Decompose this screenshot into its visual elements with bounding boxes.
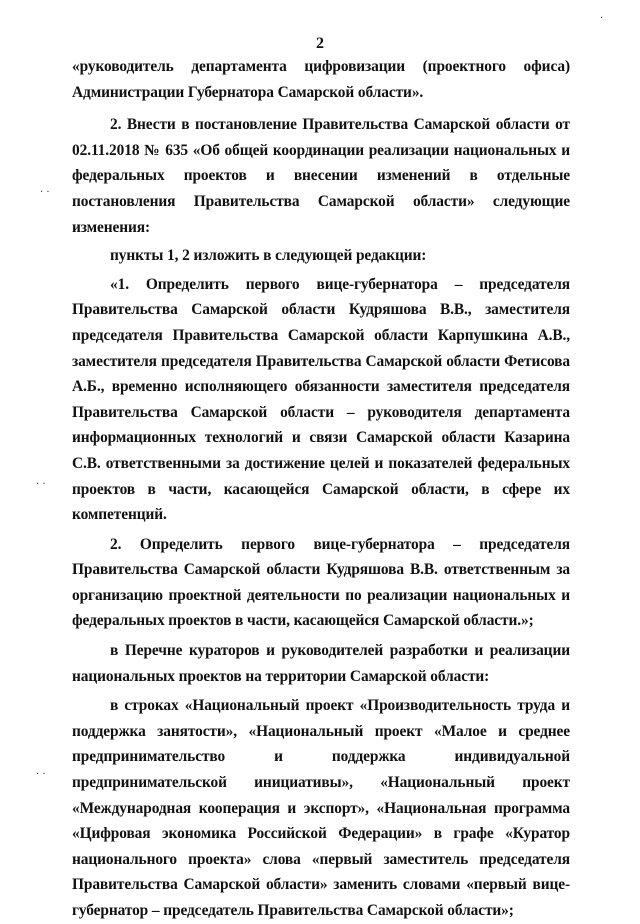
paragraph-points-wording: пункты 1, 2 изложить в следующей редакции:	[110, 247, 427, 265]
margin-scan-mark: · ·	[36, 769, 46, 780]
page-number: 2	[316, 35, 324, 52]
paragraph-point-2: 2. Определить первого вице-губернатора – председателя Правительства Самарской области Кудряшова В.В. ответственным за организацию проектной деятельности по реализации национальных и федеральных проектов в части, касающейся Самарской области.»;	[72, 535, 570, 630]
paragraph-amend-resolution: 2. Внести в постановление Правительства Самарской области от 02.11.2018 № 635 «Об общей координации реализации национальных и федеральных проектов и внесении изменений в отдельные постановления Правительства Самарской области» следующие изменения:	[72, 116, 570, 236]
document-body	[72, 54, 570, 924]
paragraph-curators-list: в Перечне кураторов и руководителей разработки и реализации национальных проектов на территории Самарской области:	[72, 642, 570, 685]
margin-scan-mark: · ·	[40, 187, 50, 198]
margin-scan-mark: ·	[600, 13, 604, 24]
paragraph-department-title: «руководитель департамента цифровизации (проектного офиса) Администрации Губернатора Самарской области».	[72, 58, 570, 101]
paragraph-rows-replacement: в строках «Национальный проект «Производительность труда и поддержка занятости», «Национальный проект «Малое и среднее предпринимательство и поддержка индивидуальной предпринимательской инициативы», «Национальный проект «Международная кооперация и экспорт», «Национальная программа «Цифровая экономика Российской Федерации» в графе «Куратор национального проекта» слова «первый заместитель председателя Правительства Самарской области» заменить словами «первый вице-губернатор – председатель Правительства Самарской области»;	[72, 697, 570, 919]
margin-scan-mark: · ·	[36, 479, 46, 490]
paragraph-point-1: «1. Определить первого вице-губернатора – председателя Правительства Самарской области Кудряшова В.В., заместителя председателя Правительства Самарской области Карпушкина А.В., заместителя председателя Правительства Самарской области Фетисова А.Б., временно исполняющего обязанности заместителя председателя Правительства Самарской области – руководителя департамента информационных технологий и связи Самарской области Казарина С.В. ответственными за достижение целей и показателей федеральных проектов в части, касающейся Самарской области, в сфере их компетенций.	[72, 275, 570, 524]
